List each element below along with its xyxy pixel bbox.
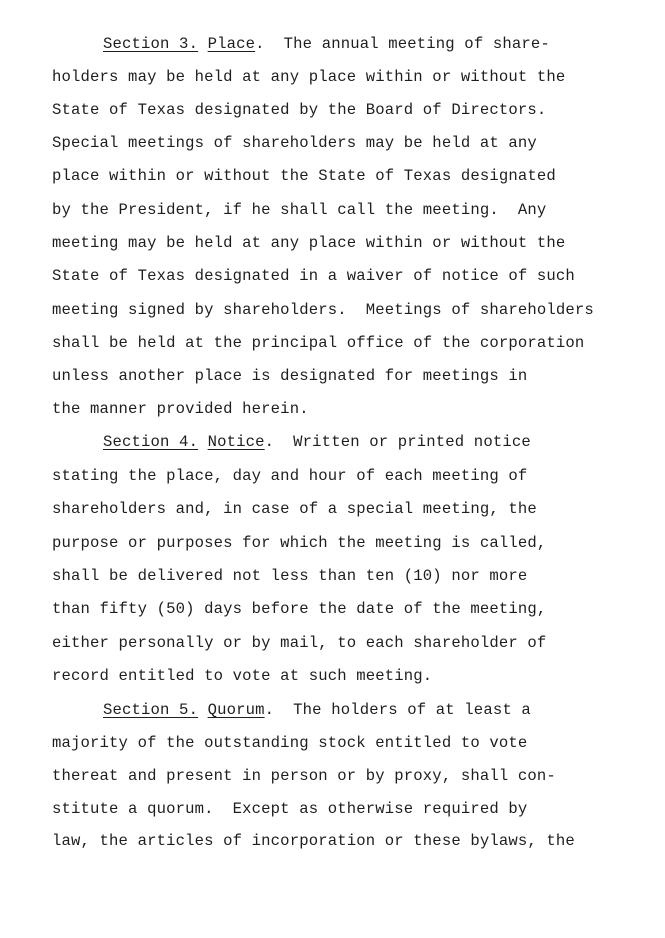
section-4-line: either personally or by mail, to each shareholder of: [52, 634, 547, 652]
section-5-title: Quorum: [207, 701, 265, 719]
section-3-label: Section 3.: [103, 35, 199, 53]
section-3-line: meeting may be held at any place within or without the: [52, 234, 566, 252]
section-5-label: Section 5.: [103, 701, 199, 719]
section-5-heading-text: . The holders of at least a: [264, 701, 531, 719]
section-3-line: the manner provided herein.: [52, 400, 309, 418]
section-5-line: stitute a quorum. Except as otherwise required by: [52, 800, 528, 818]
section-4-line: shall be delivered not less than ten (10) nor more: [52, 567, 528, 585]
section-3-line: shall be held at the principal office of the corporation: [52, 334, 585, 352]
section-4-line: shareholders and, in case of a special meeting, the: [52, 500, 537, 518]
section-4-line: than fifty (50) days before the date of the meeting,: [52, 600, 547, 618]
section-5-heading-line: [103, 700, 531, 720]
section-5-line: thereat and present in person or by proxy, shall con-: [52, 767, 556, 785]
section-3-line: Special meetings of shareholders may be held at any: [52, 134, 537, 152]
section-3-line: State of Texas designated by the Board of Directors.: [52, 101, 547, 119]
section-3-line: unless another place is designated for meetings in: [52, 367, 528, 385]
section-3-title: Place: [207, 35, 256, 53]
section-3-line: holders may be held at any place within or without the: [52, 68, 566, 86]
section-4-heading-text: . Written or printed notice: [264, 433, 531, 451]
section-3-line: place within or without the State of Texas designated: [52, 167, 556, 185]
section-3-line: by the President, if he shall call the meeting. Any: [52, 201, 547, 219]
section-5-line: majority of the outstanding stock entitled to vote: [52, 734, 528, 752]
section-3-line: State of Texas designated in a waiver of notice of such: [52, 267, 575, 285]
section-4-title: Notice: [207, 433, 265, 451]
section-3-heading-line: [103, 34, 550, 54]
section-5-line: law, the articles of incorporation or these bylaws, the: [52, 832, 575, 850]
section-4-label: Section 4.: [103, 433, 199, 451]
section-3-heading-text: . The annual meeting of share-: [255, 35, 550, 53]
section-3-line: meeting signed by shareholders. Meetings of shareholders: [52, 301, 594, 319]
section-4-line: record entitled to vote at such meeting.: [52, 667, 433, 685]
section-4-heading-line: [103, 432, 531, 452]
section-4-line: purpose or purposes for which the meeting is called,: [52, 534, 547, 552]
section-4-line: stating the place, day and hour of each meeting of: [52, 467, 528, 485]
